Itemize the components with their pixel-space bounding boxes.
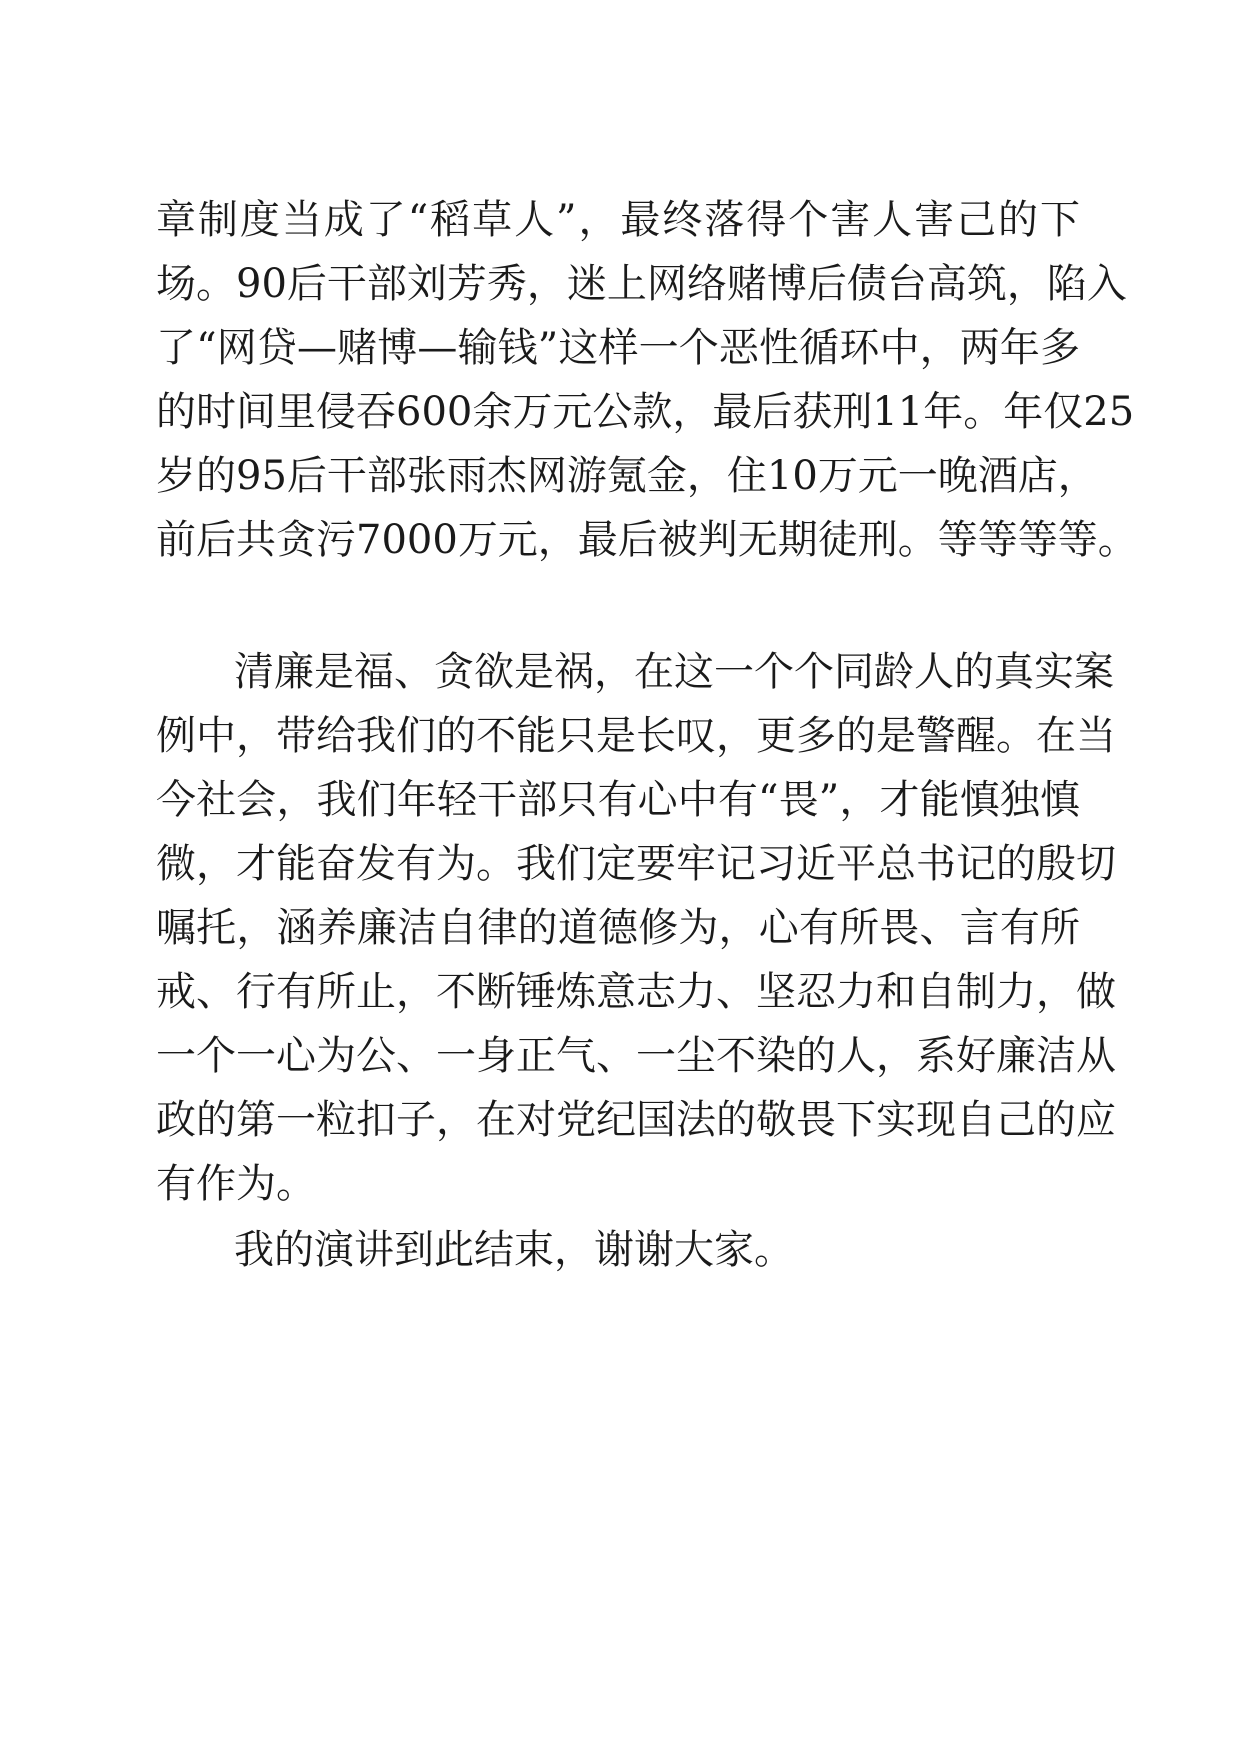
paragraph-2-line: 清廉是福、贪欲是祸，在这一个个同龄人的真实案 (234, 649, 1114, 695)
paragraph-3-line: 我的演讲到此结束，谢谢大家。 (234, 1227, 794, 1273)
paragraph-1-line: 场。90后干部刘芳秀，迷上网络赌博后债台高筑，陷入 (156, 261, 1127, 307)
paragraph-2-line: 一个一心为公、一身正气、一尘不染的人，系好廉洁从 (156, 1033, 1116, 1079)
paragraph-2-line: 今社会，我们年轻干部只有心中有“畏”，才能慎独慎 (156, 777, 1080, 823)
paragraph-1-line: 前后共贪污7000万元，最后被判无期徒刑。等等等等。 (156, 517, 1138, 563)
paragraph-1-line: 岁的95后干部张雨杰网游氪金，住10万元一晚酒店， (156, 453, 1098, 499)
paragraph-2-line: 例中，带给我们的不能只是长叹，更多的是警醒。在当 (156, 713, 1116, 759)
paragraph-1-line: 的时间里侵吞600余万元公款，最后获刑11年。年仅25 (156, 389, 1135, 435)
paragraph-2-line: 嘱托，涵养廉洁自律的道德修为，心有所畏、言有所 (156, 905, 1080, 951)
paragraph-1-line: 章制度当成了“稻草人”，最终落得个害人害己的下 (156, 197, 1080, 243)
paragraph-2-line: 戒、行有所止，不断锤炼意志力、坚忍力和自制力，做 (156, 969, 1116, 1015)
paragraph-2-line: 有作为。 (156, 1161, 316, 1207)
paragraph-2-line: 微，才能奋发有为。我们定要牢记习近平总书记的殷切 (156, 841, 1116, 887)
paragraph-1-line: 了“网贷—赌博—输钱”这样一个恶性循环中，两年多 (156, 325, 1080, 371)
paragraph-2-line: 政的第一粒扣子，在对党纪国法的敬畏下实现自己的应 (156, 1097, 1116, 1143)
